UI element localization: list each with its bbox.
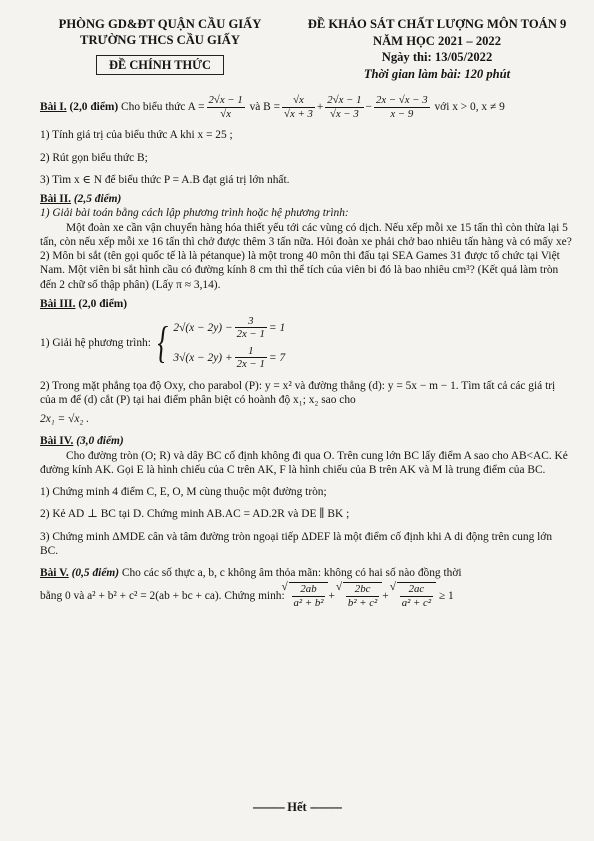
inequality-plus-1: +	[328, 589, 335, 602]
problem-4-label: Bài IV.	[40, 435, 74, 448]
problem-1-question-3: 3) Tìm x ∈ N để biểu thức P = A.B đạt giá trị lớn nhất.	[40, 173, 290, 186]
problem-5-text-2: bằng 0 và a² + b² + c² = 2(ab + bc + ca). Chứng minh:	[40, 589, 285, 602]
frac3-denominator: a² + c²	[401, 596, 432, 609]
inequality-root-1	[289, 582, 329, 609]
frac3-numerator: √ 2ac	[400, 583, 433, 596]
footer-dash-right: ----------	[309, 800, 342, 814]
problem-4-intro: Cho đường tròn (O; R) và dây BC cố định không đi qua O. Trên cung lớn BC lấy điểm A sao cho AB<AC. Kẻ đường kính AK. Gọi E là hình chiếu của C trên AK, F là hình chiếu của B trên AK và M là trung điểm của BC.	[40, 449, 568, 476]
problem-4-points: (3,0 điểm)	[76, 435, 124, 448]
department-name: PHÒNG GD&ĐT QUẬN CẦU GIẤY	[58, 17, 262, 31]
inequality-root-3	[397, 582, 436, 609]
system-lines	[173, 315, 285, 371]
problem-5-points: (0,5 điểm)	[71, 567, 120, 580]
eq1-denominator: 2x − 1	[236, 328, 265, 341]
official-badge: ĐỀ CHÍNH THỨC	[96, 55, 224, 75]
problem-3-points: (2,0 điểm)	[78, 297, 128, 310]
frac2-numerator: √ 2bc	[346, 583, 379, 596]
eq2-right: = 7	[268, 351, 286, 364]
expr-a-fraction	[207, 94, 245, 120]
equation-system	[154, 315, 285, 371]
problem-3-heading	[40, 297, 572, 311]
expr-b-term-2	[325, 94, 363, 120]
expr-a-denominator: √x	[220, 107, 231, 120]
expr-b-term-1	[282, 94, 315, 120]
problem-2-heading	[40, 192, 572, 206]
problem-3-question-1	[40, 315, 572, 371]
problem-4-question-1: 1) Chứng minh 4 điểm C, E, O, M cùng thuộc một đường tròn;	[40, 486, 327, 499]
problem-2-points: (2,5 điểm)	[73, 193, 122, 205]
system-equation-1	[173, 315, 285, 341]
problem-4-question-2: 2) Kẻ AD ⊥ BC tại D. Chứng minh AB.AC = AD.2R và DE ∥ BK ;	[40, 508, 350, 521]
exam-footer	[0, 800, 594, 816]
eq2-denominator: 2x − 1	[236, 358, 265, 371]
problem-3-question-2-condition: 2x₁ = √x₂ .	[40, 413, 90, 426]
problem-3-question-2-text: 2) Trong mặt phẳng tọa độ Oxy, cho parabol (P): y = x² và đường thẳng (d): y = 5x − m − 1. Tìm tất cả các giá trị của m để (d) cắt (P) tại hai điểm phân biệt có hoành độ x₁; x₂ sao cho	[40, 379, 556, 406]
problem-5-line-1	[40, 566, 572, 580]
eq1-numerator: 3	[235, 315, 267, 328]
expr-b3-denominator: x − 9	[390, 107, 414, 120]
eq2-fraction	[235, 345, 267, 371]
problem-2-question-2-text: 2) Môn bi sắt (tên gọi quốc tế là là pétanque) là một trong 40 môn thi đấu tại SEA Games 31 được tổ chức tại Việt Nam. Một viên bi sắt hình cầu có đường kính 8 cm thì thể tích của viên bi đó là bao nhiêu cm³? (Kết quả làm tròn đến 2 chữ số thập phân) (Lấy π ≈ 3,14).	[40, 250, 560, 291]
inequality-root-2	[343, 582, 382, 609]
exam-date: Ngày thi: 13/05/2022	[381, 50, 493, 65]
problem-1-intro-text: Cho biểu thức A =	[121, 101, 205, 114]
problem-1-intro: Bài I. (2,0 điểm) Cho biểu thức A = $\frac{2√x - 1}{√x}$ và B = $\frac{√x}{√x + 3}$ + $\frac{2√x - 1}{√x - 3}$ − $\frac{2x - √x - 3}{x - 9}$ với x > 0, x ≠ 9	[40, 94, 505, 120]
exam-content	[40, 94, 572, 609]
inequality-fraction-3	[400, 583, 433, 609]
frac1-denominator: a² + b²	[293, 596, 324, 609]
problem-2-question-1-text: Một đoàn xe cần vận chuyển hàng hóa thiết yếu tới các vùng có dịch. Nếu xếp mỗi xe 15 tấn thì còn thừa lại 5 tấn, còn nếu xếp mỗi xe 16 tấn thì chở được thêm 3 tấn nữa. Hỏi đoàn xe phải chở bao nhiêu tấn hàng và có mấy xe?	[40, 221, 572, 248]
problem-1-points: (2,0 điểm)	[69, 101, 119, 114]
problem-4-heading	[40, 434, 572, 448]
frac2-denominator: b² + c²	[347, 596, 378, 609]
problem-1-question-2: 2) Rút gọn biểu thức B;	[40, 151, 148, 164]
problem-3-label: Bài III.	[40, 297, 76, 310]
eq2-left: 3√(x − 2y) +	[173, 351, 233, 364]
expr-b1-numerator: √x	[282, 94, 315, 107]
inequality-plus-2: +	[382, 589, 389, 602]
inequality-result: ≥ 1	[438, 589, 454, 602]
frac1-numerator: √ 2ab	[292, 583, 326, 596]
problem-4-question-3: 3) Chứng minh ΔMDE cân và tâm đường tròn ngoại tiếp ΔDEF là một điểm cố định khi A di động trên cung lớn BC.	[40, 530, 553, 557]
footer-dash-left: ----------	[252, 800, 285, 814]
exam-header	[40, 16, 572, 82]
problem-2-question-1-title: 1) Giải bài toán bằng cách lập phương trình hoặc hệ phương trình:	[40, 207, 349, 220]
system-equation-2	[173, 345, 285, 371]
school-year: NĂM HỌC 2021 – 2022	[372, 33, 502, 48]
problem-2-label: Bài II.	[40, 193, 72, 205]
header-left	[40, 16, 280, 82]
problem-1-question-1: 1) Tính giá trị của biểu thức A khi x = 25 ;	[40, 129, 233, 142]
problem-5-label: Bài V.	[40, 567, 69, 580]
eq2-numerator: 1	[235, 345, 267, 358]
eq1-left: 2√(x − 2y) −	[173, 321, 233, 334]
problem-1-label: Bài I.	[40, 101, 67, 114]
problem-5-line-2	[40, 582, 572, 609]
header-right	[302, 16, 572, 82]
expr-b1-denominator: √x + 3	[284, 107, 313, 120]
problem-5-text-1: Cho các số thực a, b, c không âm thỏa mãn: không có hai số nào đồng thời	[121, 567, 462, 580]
school-name: TRƯỜNG THCS CẦU GIẤY	[80, 33, 240, 48]
exam-title: ĐỀ KHẢO SÁT CHẤT LƯỢNG MÔN TOÁN 9	[307, 17, 567, 31]
problem-1-and: và B =	[249, 101, 281, 114]
inequality-fraction-2	[346, 583, 379, 609]
expr-b2-numerator: 2√x − 1	[327, 94, 362, 107]
problem-3-question-1-intro: 1) Giải hệ phương trình:	[40, 336, 151, 349]
expr-b3-numerator: 2x − √x − 3	[375, 94, 428, 107]
exam-duration: Thời gian làm bài: 120 phút	[363, 66, 511, 81]
system-brace-icon: {	[157, 317, 168, 367]
problem-1-condition: với x > 0, x ≠ 9	[434, 101, 505, 114]
expr-b2-denominator: √x − 3	[329, 107, 359, 120]
expr-a-numerator: 2√x − 1	[208, 94, 243, 107]
footer-end: Hết	[287, 800, 307, 814]
eq1-right: = 1	[268, 321, 286, 334]
eq1-fraction	[235, 315, 267, 341]
expr-b-term-3	[374, 94, 430, 120]
inequality-fraction-1	[292, 583, 326, 609]
